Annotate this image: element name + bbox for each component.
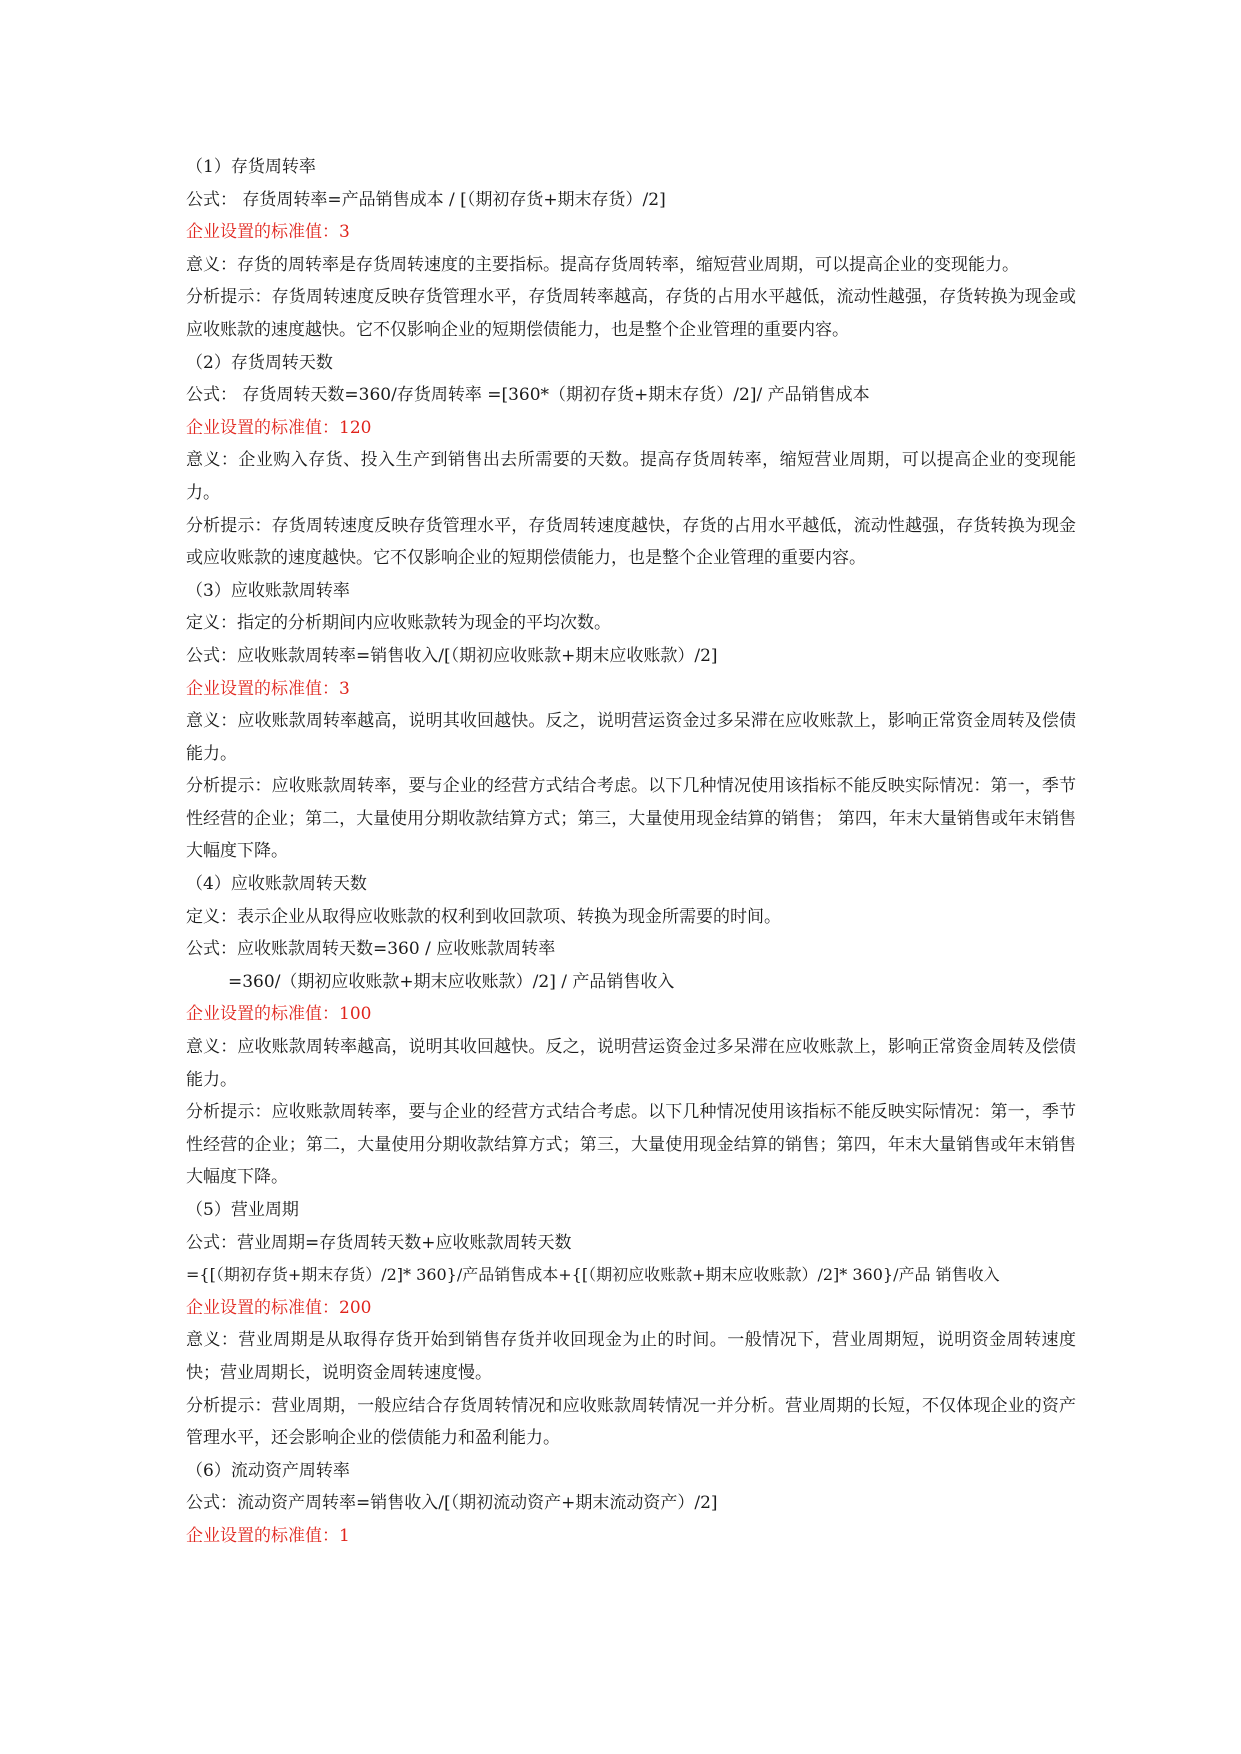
formula-line: 公式： 存货周转天数=360/存货周转率 =[360*（期初存货+期末存货）/2]/ 产品销售成本 (186, 385, 870, 406)
formula-line: 公式： 存货周转率=产品销售成本 / [（期初存货+期末存货）/2] (186, 189, 666, 210)
analysis-paragraph: 分析提示：应收账款周转率，要与企业的经营方式结合考虑。以下几种情况使用该指标不能反映实际情况：第一，季节性经营的企业；第二，大量使用分期收款结算方式；第三，大量使用现金结算的销售；第四，年末大量销售或年末销售大幅度下降。 (186, 1102, 1076, 1188)
document-page (186, 151, 1076, 1553)
formula-line: 公式：营业周期=存货周转天数+应收账款周转天数 (186, 1232, 572, 1253)
section-heading: （4）应收账款周转天数 (186, 874, 367, 895)
formula-line: 公式：应收账款周转天数=360 / 应收账款周转率 (186, 939, 556, 960)
standard-value: 企业设置的标准值：3 (186, 222, 350, 243)
standard-value: 企业设置的标准值：1 (186, 1525, 350, 1546)
meaning-paragraph: 意义：企业购入存货、投入生产到销售出去所需要的天数。提高存货周转率，缩短营业周期，可以提高企业的变现能力。 (186, 450, 1076, 503)
analysis-paragraph: 分析提示：应收账款周转率，要与企业的经营方式结合考虑。以下几种情况使用该指标不能反映实际情况：第一，季节性经营的企业；第二，大量使用分期收款结算方式；第三，大量使用现金结算的销售； 第四，年末大量销售或年末销售大幅度下降。 (186, 776, 1076, 862)
standard-value: 企业设置的标准值：3 (186, 678, 350, 699)
formula-line: 公式：应收账款周转率=销售收入/[（期初应收账款+期末应收账款）/2] (186, 645, 718, 666)
section-heading: （2）存货周转天数 (186, 352, 333, 373)
meaning-paragraph: 意义：营业周期是从取得存货开始到销售存货并收回现金为止的时间。一般情况下，营业周期短，说明资金周转速度快；营业周期长，说明资金周转速度慢。 (186, 1330, 1076, 1383)
meaning-paragraph: 意义：存货的周转率是存货周转速度的主要指标。提高存货周转率，缩短营业周期，可以提高企业的变现能力。 (186, 254, 1019, 275)
standard-value: 企业设置的标准值：200 (186, 1297, 372, 1318)
section-heading: （5）营业周期 (186, 1200, 299, 1220)
section-heading: （6）流动资产周转率 (186, 1460, 350, 1481)
meaning-paragraph: 意义：应收账款周转率越高，说明其收回越快。反之，说明营运资金过多呆滞在应收账款上，影响正常资金周转及偿债能力。 (186, 711, 1076, 764)
analysis-paragraph: 分析提示：存货周转速度反映存货管理水平，存货周转速度越快，存货的占用水平越低，流动性越强，存货转换为现金或应收账款的速度越快。它不仅影响企业的短期偿债能力，也是整个企业管理的重要内容。 (186, 515, 1076, 569)
section-heading: （3）应收账款周转率 (186, 580, 350, 601)
formula-continuation: ={[（期初存货+期末存货）/2]* 360}/产品销售成本+{[（期初应收账款+期末应收账款）/2]* 360}/产品 销售收入 (186, 1265, 1000, 1285)
analysis-paragraph: 分析提示：营业周期，一般应结合存货周转情况和应收账款周转情况一并分析。营业周期的长短，不仅体现企业的资产管理水平，还会影响企业的偿债能力和盈利能力。 (186, 1395, 1076, 1449)
meaning-paragraph: 意义：应收账款周转率越高，说明其收回越快。反之，说明营运资金过多呆滞在应收账款上，影响正常资金周转及偿债能力。 (186, 1037, 1076, 1090)
section-heading: （1）存货周转率 (186, 157, 316, 177)
formula-line: 公式：流动资产周转率=销售收入/[（期初流动资产+期末流动资产）/2] (186, 1493, 718, 1514)
definition-line: 定义：表示企业从取得应收账款的权利到收回款项、转换为现金所需要的时间。 (186, 906, 781, 927)
standard-value: 企业设置的标准值：120 (186, 417, 372, 438)
formula-continuation: =360/（期初应收账款+期末应收账款）/2] / 产品销售收入 (228, 971, 675, 992)
standard-value: 企业设置的标准值：100 (186, 1004, 372, 1025)
analysis-paragraph: 分析提示：存货周转速度反映存货管理水平，存货周转率越高，存货的占用水平越低，流动性越强，存货转换为现金或应收账款的速度越快。它不仅影响企业的短期偿债能力，也是整个企业管理的重要内容。 (186, 287, 1076, 340)
definition-line: 定义：指定的分析期间内应收账款转为现金的平均次数。 (186, 613, 611, 634)
